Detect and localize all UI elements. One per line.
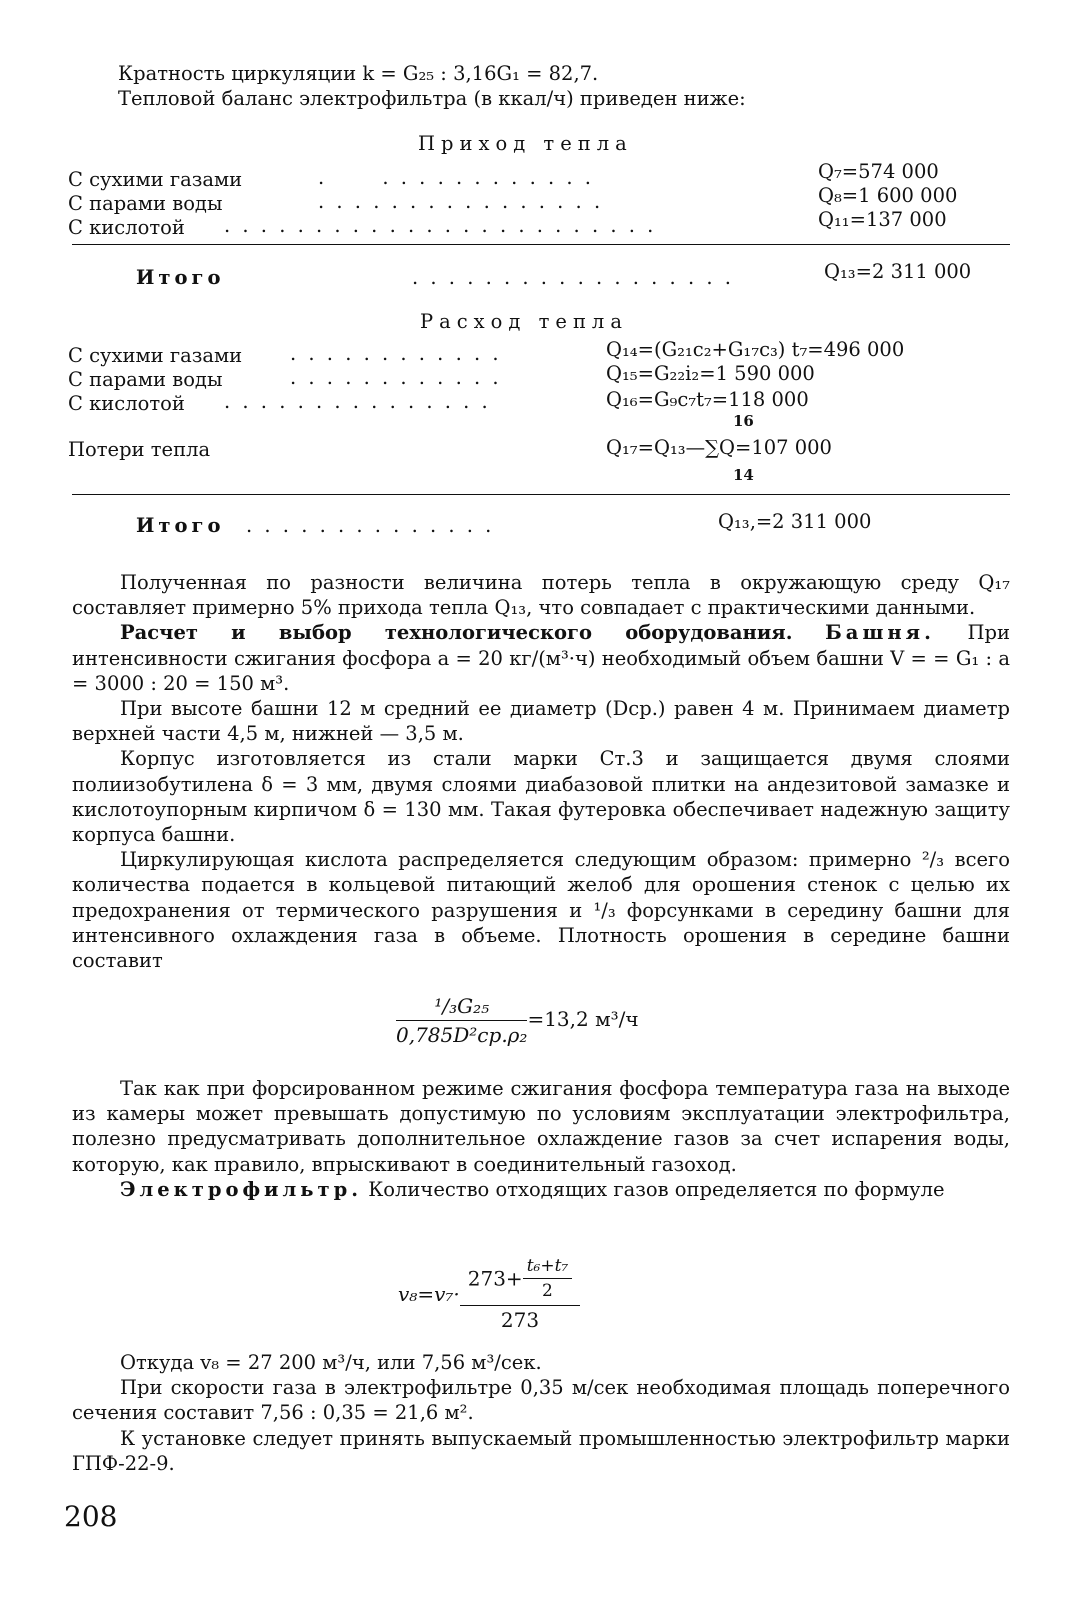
income-row-label: С парами воды <box>68 192 223 215</box>
paragraph: Откуда v₈ = 27 200 м³/ч, или 7,56 м³/сек. <box>120 1351 542 1374</box>
numerator <box>460 1256 580 1306</box>
dot-leader: . . . . . . . . . . . . . . . <box>224 390 491 413</box>
numerator: ¹/₃G₂₅ <box>396 994 527 1021</box>
income-row-value: Q₁₁=137 000 <box>818 208 947 231</box>
paragraph <box>72 620 1010 696</box>
expense-heading: Расход тепла <box>420 310 628 333</box>
income-row-value: Q₇=574 000 <box>818 160 939 183</box>
paragraph <box>72 1177 1010 1202</box>
inner-denominator: 2 <box>542 1281 553 1301</box>
intro-line-2: Тепловой баланс электрофильтра (в ккал/ч) приведен ниже: <box>118 87 746 110</box>
fraction <box>396 994 527 1047</box>
text-block <box>72 570 1010 973</box>
horizontal-rule <box>72 244 1010 245</box>
paragraph-text: При интенсивности сжигания фосфора a = 20 кг/(м³·ч) необходимый объем башни V = = G₁ : a = 3000 : 20 = 150 м³. <box>72 621 1011 695</box>
income-total-value: Q₁₃=2 311 000 <box>824 260 972 283</box>
paragraph: При скорости газа в электрофильтре 0,35 м/сек необходимая площадь поперечного сечения составит 7,56 : 0,35 = 21,6 м². <box>72 1376 1010 1425</box>
paragraph: При высоте башни 12 м средний ее диаметр (Dср.) равен 4 м. Принимаем диаметр верхней части 4,5 м, нижней — 3,5 м. <box>72 697 1010 746</box>
sum-lower-limit: 14 <box>733 466 754 484</box>
subsection-heading: Электрофильтр. <box>120 1177 363 1201</box>
text-block <box>72 1350 1010 1476</box>
fraction <box>460 1256 580 1332</box>
page-number: 208 <box>64 1500 118 1533</box>
dot-leader: . . . . . . . . . . . . <box>290 366 502 389</box>
text-block <box>72 1076 1010 1202</box>
expense-row-label: С парами воды <box>68 368 223 391</box>
expense-total-label: Итого <box>136 514 225 537</box>
paragraph-text: Количество отходящих газов определяется по формуле <box>362 1177 945 1201</box>
formula-lhs: v₈=v₇· <box>398 1282 460 1306</box>
paragraph: Корпус изготовляется из стали марки Ст.3 и защищается двумя слоями полиизобутилена δ = 3 мм, двумя слоями диабазовой плитки на андезитовой замазке и кислотоупорным кирпичом δ = 130 мм. Такая футеровка обеспечивает надежную защиту корпуса башни. <box>72 747 1010 847</box>
sum-upper-limit: 16 <box>733 412 754 430</box>
denominator: 273 <box>500 1308 540 1332</box>
intro-line-1: Кратность циркуляции k = G₂₅ : 3,16G₁ = 82,7. <box>118 62 599 85</box>
income-row-label: С сухими газами <box>68 168 243 191</box>
dot-leader: . . . . . . . . . . . . <box>290 342 502 365</box>
income-row-label: С кислотой <box>68 216 185 239</box>
gas-volume-formula <box>398 1256 580 1332</box>
dot-leader: . . . . . . . . . . . . . . . . . . <box>412 266 734 289</box>
paragraph: К установке следует принять выпускаемый промышленностью электрофильтр марки ГПФ-22-9. <box>72 1426 1010 1475</box>
paragraph: Циркулирующая кислота распределяется следующим образом: примерно ²/₃ всего количества подается в кольцевой питающий желоб для орошения стенок с целью их предохранения от термического разрушения и ¹/₃ форсунками в середину башни для интенсивного охлаждения газа в объеме. Плотность орошения в середине башни составит <box>72 848 1010 973</box>
formula-result: =13,2 м³/ч <box>527 1007 639 1031</box>
paragraph: Так как при форсированном режиме сжигания фосфора температура газа на выходе из камеры может превышать допустимую по условиям эксплуатации электрофильтра, полезно предусматривать дополнительное охлаждение газов за счет испарения воды, которую, как правило, впрыскивают в соединительный газоход. <box>72 1077 1010 1176</box>
income-row-value: Q₈=1 600 000 <box>818 184 958 207</box>
subsection-heading: Башня. <box>825 621 935 645</box>
expense-total-value: Q₁₃‚=2 311 000 <box>718 510 872 533</box>
expense-row-value: Q₁₄=(G₂₁c₂+G₁₇c₃) t₇=496 000 <box>606 338 905 361</box>
numerator-prefix: 273+ <box>467 1266 523 1291</box>
section-heading: Расчет и выбор технологического оборудования. <box>120 621 793 645</box>
inner-fraction <box>523 1256 573 1301</box>
denominator: 0,785D²ср.ρ₂ <box>396 1023 528 1047</box>
income-heading: Приход тепла <box>418 132 633 155</box>
loss-label: Потери тепла <box>68 438 211 461</box>
expense-row-value: Q₁₅=G₂₂i₂=1 590 000 <box>606 362 815 385</box>
dot-leader: . . . . . . . . . . . . . <box>318 166 594 189</box>
inner-numerator: t₆+t₇ <box>523 1256 573 1279</box>
dot-leader: . . . . . . . . . . . . . . . . . . . . . . . . <box>224 214 657 237</box>
income-total-label: Итого <box>136 266 225 289</box>
horizontal-rule <box>72 494 1010 495</box>
expense-row-label: С сухими газами <box>68 344 243 367</box>
expense-row-value: Q₁₆=G₉c₇t₇=118 000 <box>606 388 809 411</box>
paragraph: Полученная по разности величина потерь тепла в окружающую среду Q₁₇ составляет примерно 5% прихода тепла Q₁₃, что совпадает с практическими данными. <box>72 571 1010 620</box>
expense-row-label: С кислотой <box>68 392 185 415</box>
dot-leader: . . . . . . . . . . . . . . <box>246 514 495 537</box>
irrigation-density-formula <box>396 994 639 1047</box>
loss-value: Q₁₇=Q₁₃—∑Q=107 000 <box>606 436 832 459</box>
dot-leader: . . . . . . . . . . . . . . . . <box>318 190 604 213</box>
